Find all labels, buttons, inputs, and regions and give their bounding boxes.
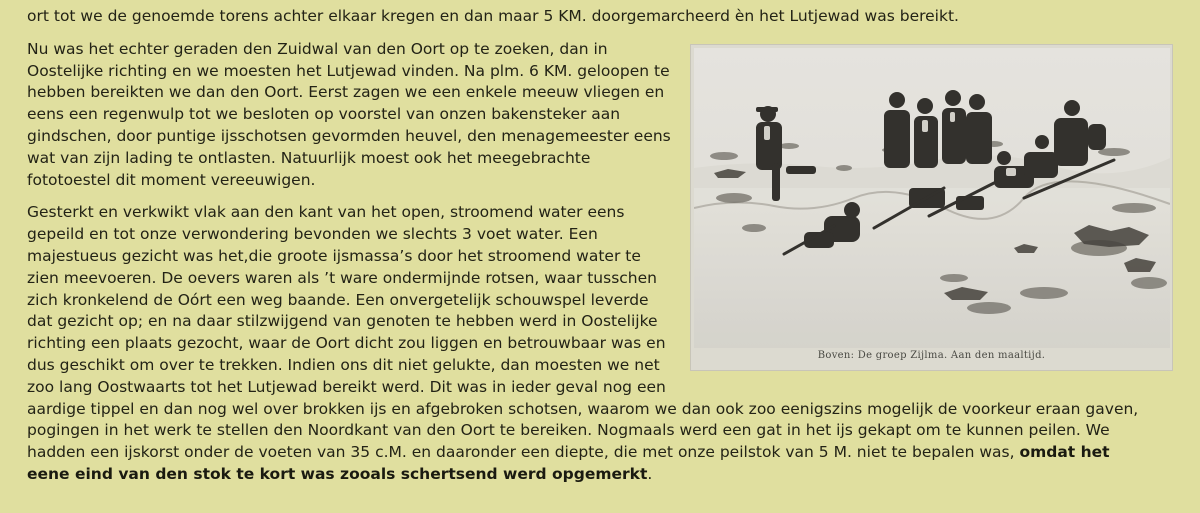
paragraph-1 [27, 6, 1157, 28]
paragraph-3-end: . [647, 464, 653, 483]
paragraph-2-text: Nu was het echter geraden den Zuidwal van den Oort op te zoeken, dan in Oostelijke richting en we moesten het Lutjewad vinden. Na plm. 6 KM. geloopen te hebben bereikten we dan den Oort. Eerst zagen we een enkele meeuw vliegen en eens een regenwulp tot we besloten op voorstel van onzen bakensteker aan gindschen, door puntige ijsschotsen gevormden heuvel, den menagemeester eens wat van zijn lading te ontlasten. Natuurlijk moest ook het meegebrachte fototoestel dit moment vereeuwigen. [27, 39, 671, 189]
historic-photo [694, 48, 1170, 348]
paragraph-1-text: ort tot we de genoemde torens achter elkaar kregen en dan maar 5 KM. doorgemarcheerd èn het Lutjewad was bereikt. [27, 7, 959, 25]
paragraph-3-text: Gesterkt en verkwikt vlak aan den kant van het open, stroomend water eens gepeild en tot onze verwondering bevonden we slechts 3 voet water. Een majestueus gezicht was het,die groote ijsmassa’s door het stroomend water te zien meevoeren. De oevers waren als ’t ware ondermijnde rotsen, waar tusschen zich kronkelend de Oórt een weg baande. Een onvergetelijk schouwspel leverde dat gezicht op; en na daar stilzwijgend van genoten te hebben werd in Oostelijke richting een plaats gezocht, waar de Oort dicht zou liggen en betrouwbaar was en dus geschikt om over te trekken. Indien ons dit niet gelukte, dan moesten we net zoo lang Oostwaarts tot het Lutjewad bereikt werd. Dit was in ieder geval nog een aardige tippel en dan nog wel over brokken ijs en afgebroken schotsen, waarom we dan ook zoo eenigszins mogelijk de voorkeur eraan gaven, pogingen in het werk te stellen den Noordkant van den Oort te bereiken. Nogmaals werd een gat in het ijs gekapt om te kunnen peilen. We hadden een ijskorst onder de voeten van 35 c.M. en daaronder een diepte, die met onze peilstok van 5 M. niet te bepalen was, [27, 203, 1139, 462]
photo-figure [690, 44, 1173, 371]
article-body [27, 6, 1157, 497]
paragraph-3-bold: omdat het eene eind van den stok te kort was zooals schertsend werd opgemerkt [27, 443, 1110, 483]
photo-caption: Boven: De groep Zijlma. Aan den maaltijd. [817, 350, 1046, 361]
